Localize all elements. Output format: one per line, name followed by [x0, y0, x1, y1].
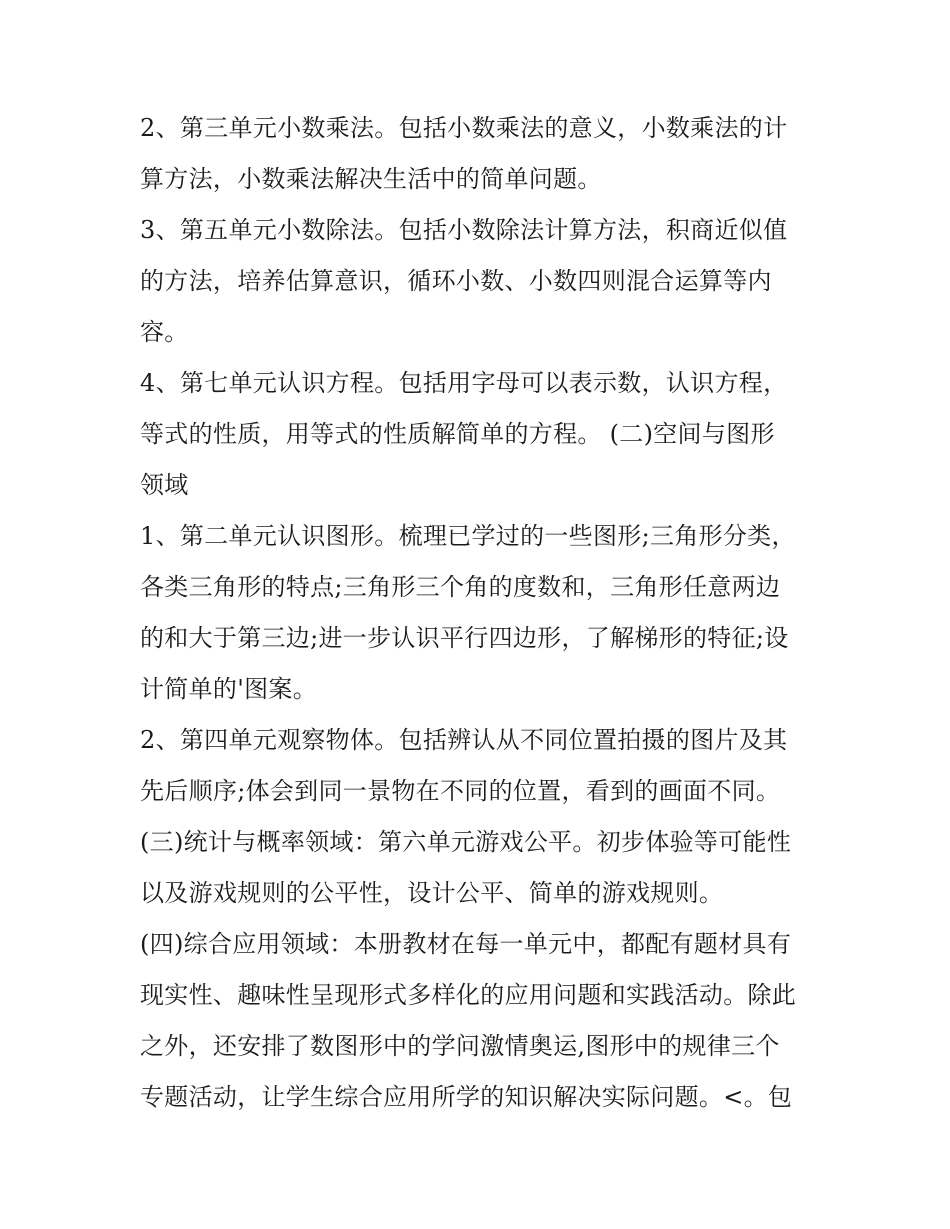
text-line: 2、第四单元观察物体。包括辨认从不同位置拍摄的图片及其: [140, 726, 788, 754]
text-line: 算方法，小数乘法解决生活中的简单问题。: [140, 165, 602, 193]
text-line: 等式的性质，用等式的性质解简单的方程。 (二)空间与图形: [140, 420, 775, 448]
text-line: 计简单的'图案。: [140, 675, 317, 703]
text-line: 容。: [140, 318, 189, 346]
paragraph-unit-7-equations: [140, 358, 810, 511]
paragraph-unit-5-division: [140, 205, 810, 358]
text-line: 以及游戏规则的公平性，设计公平、简单的游戏规则。: [140, 879, 724, 907]
paragraph-unit-3-multiplication: [140, 103, 810, 205]
paragraph-statistics-probability: [140, 817, 810, 919]
text-line: (四)综合应用领域：本册教材在每一单元中，都配有题材具有: [140, 930, 792, 958]
text-line: (三)统计与概率领域：第六单元游戏公平。初步体验等可能性: [140, 828, 792, 856]
text-line: 先后顺序;体会到同一景物在不同的位置，看到的画面不同。: [140, 777, 781, 805]
paragraph-unit-4-observing: [140, 715, 810, 817]
text-line: 3、第五单元小数除法。包括小数除法计算方法，积商近似值: [140, 216, 788, 244]
text-line: 4、第七单元认识方程。包括用字母可以表示数，认识方程，: [140, 369, 788, 397]
text-line: 各类三角形的特点;三角形三个角的度数和，三角形任意两边: [140, 573, 781, 601]
text-line: 之外，还安排了数图形中的学问激情奥运,图形中的规律三个: [140, 1032, 780, 1060]
paragraph-unit-2-shapes: [140, 511, 810, 715]
text-line: 的和大于第三边;进一步认识平行四边形，了解梯形的特征;设: [140, 624, 789, 652]
document-body: [140, 103, 810, 1123]
text-line: 2、第三单元小数乘法。包括小数乘法的意义，小数乘法的计: [140, 114, 788, 142]
text-line: 领域: [140, 471, 189, 499]
text-line: 专题活动，让学生综合应用所学的知识解决实际问题。<。包: [140, 1083, 793, 1111]
text-line: 现实性、趣味性呈现形式多样化的应用问题和实践活动。除此: [140, 981, 797, 1009]
text-line: 的方法，培养估算意识，循环小数、小数四则混合运算等内: [140, 267, 772, 295]
text-line: 1、第二单元认识图形。梳理已学过的一些图形;三角形分类，: [140, 522, 796, 550]
paragraph-comprehensive-application: [140, 919, 810, 1123]
